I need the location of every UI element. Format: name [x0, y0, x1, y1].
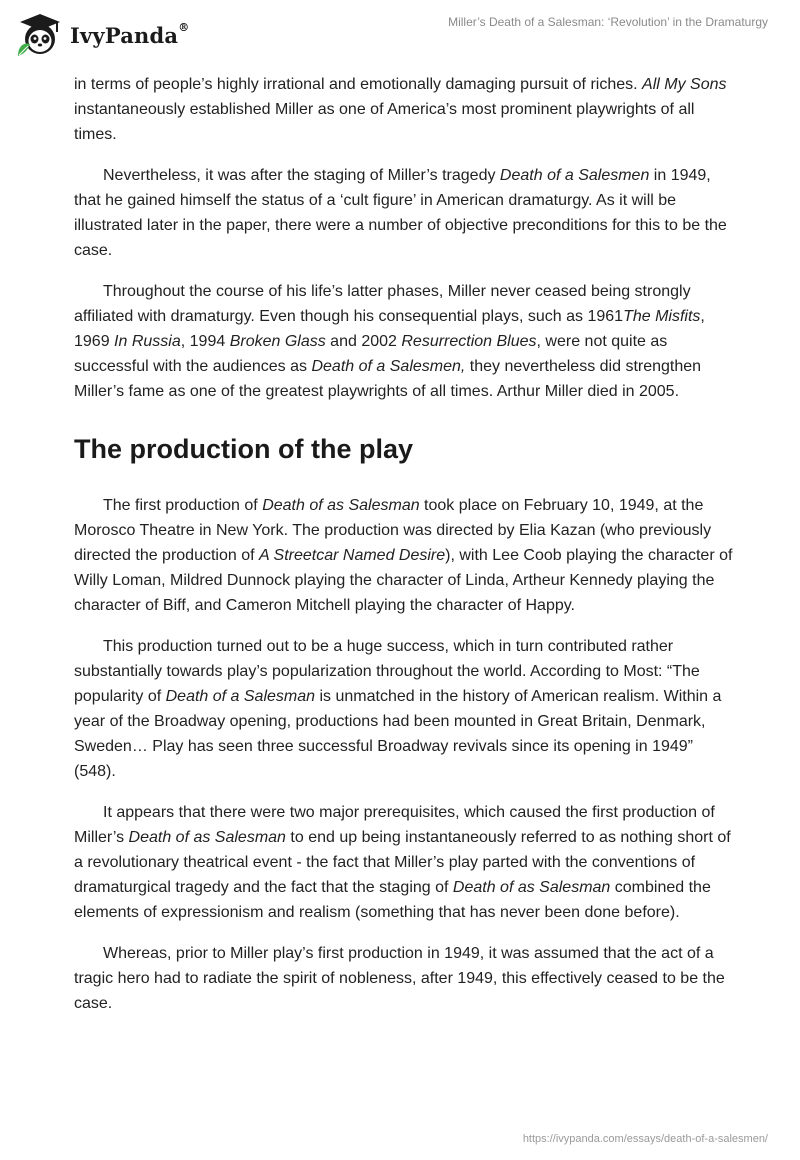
- section-heading: The production of the play: [74, 434, 413, 464]
- paragraph-4: The first production of Death of as Salesman took place on February 10, 1949, at the Morosco Theatre in New York. The production was directed by Elia Kazan (who previously directed the production of A Streetcar Named Desire), with Lee Coob playing the character of Willy Loman, Mildred Dunnock playing the character of Linda, Artheur Kennedy playing the character of Biff, and Cameron Mitchell playing the character of Happy.: [74, 497, 733, 614]
- paragraph-5: This production turned out to be a huge success, which in turn contributed rather substantially towards play’s popularization throughout the world. According to Most: “The popularity of Death of a Salesman is unmatched in the history of American realism. Within a year of the Broadway opening, productions had been mounted in Great Britain, Denmark, Sweden… Play has seen three successful Broadway revivals since its opening in 1949” (548).: [74, 638, 722, 780]
- panda-graduation-cap-icon: [14, 10, 66, 56]
- page-header: [0, 0, 800, 62]
- paragraph-3: Throughout the course of his life’s latter phases, Miller never ceased being strongly affiliated with dramaturgy. Even though his consequential plays, such as 1961The Misfits, 1969 In Russia, 1994 Broken Glass and 2002 Resurrection Blues, were not quite as successful with the audiences as Death of a Salesmen, they nevertheless did strengthen Miller’s fame as one of the greatest playwrights of all times. Arthur Miller died in 2005.: [74, 283, 705, 400]
- ivypanda-logo[interactable]: [14, 10, 189, 56]
- essay-body: [74, 72, 734, 1032]
- source-url[interactable]: https://ivypanda.com/essays/death-of-a-salesmen/: [522, 1133, 768, 1145]
- brand-name: IvyPanda®: [70, 20, 190, 48]
- paragraph-2: Nevertheless, it was after the staging of Miller’s tragedy Death of a Salesmen in 1949, that he gained himself the status of a ‘cult figure’ in American dramaturgy. As it will be illustrated later in the paper, there were a number of objective preconditions for this to be the case.: [74, 167, 727, 259]
- registered-mark: ®: [178, 20, 190, 34]
- paragraph-1: in terms of people’s highly irrational and emotionally damaging pursuit of riches. All My Sons instantaneously established Miller as one of America’s most prominent playwrights of all times.: [74, 76, 727, 143]
- paragraph-6: It appears that there were two major prerequisites, which caused the first production of Miller’s Death of as Salesman to end up being instantaneously referred to as nothing short of a revolutionary theatrical event - the fact that Miller’s play parted with the conventions of dramaturgical tragedy and the fact that the staging of Death of as Salesman combined the elements of expressionism and realism (something that has never been done before).: [74, 804, 731, 921]
- paragraph-7: Whereas, prior to Miller play’s first production in 1949, it was assumed that the act of a tragic hero had to radiate the spirit of nobleness, after 1949, this effectively ceased to be the case.: [74, 945, 725, 1012]
- document-title: Miller’s Death of a Salesman: ‘Revolution’ in the Dramaturgy: [448, 15, 768, 29]
